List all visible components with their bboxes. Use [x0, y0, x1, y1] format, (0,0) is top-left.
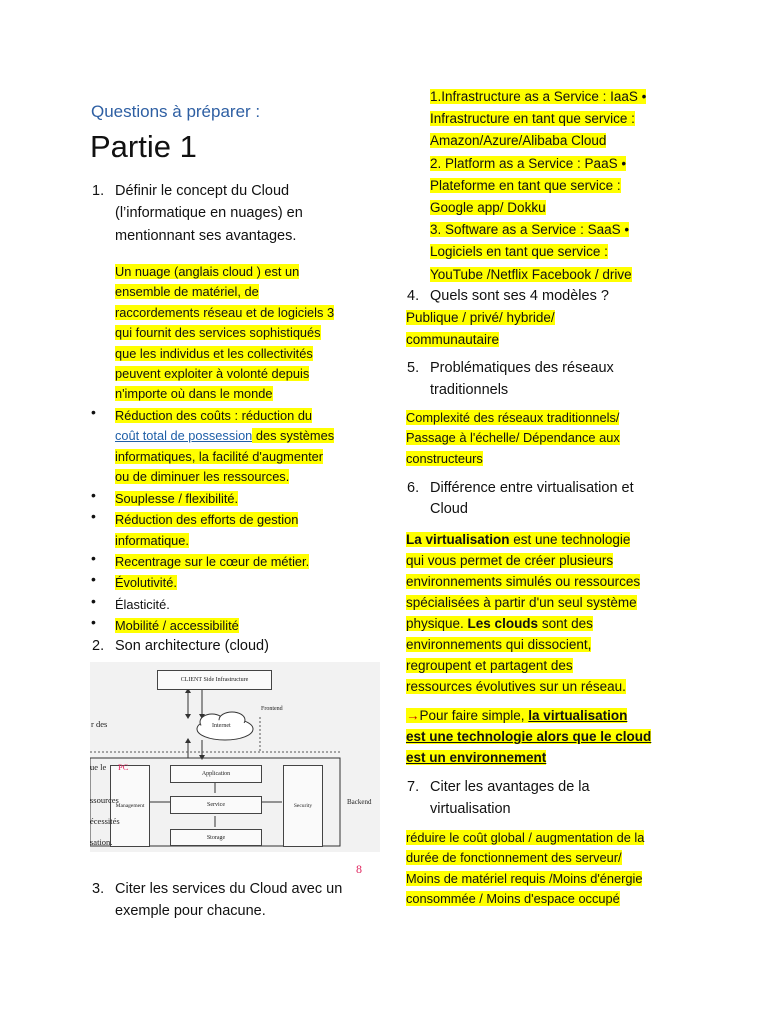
bullet-item — [115, 531, 189, 551]
background-text: sation. — [90, 837, 113, 847]
client-infrastructure-box: CLIENT Side Infrastructure — [157, 670, 272, 690]
background-text: ssources — [90, 795, 119, 805]
services-line: Plateforme en tant que service : — [430, 177, 621, 193]
bullet-text: Réduction des coûts : réduction du — [115, 408, 313, 423]
bullet-text: informatiques, la facilité d'augmenter — [115, 448, 324, 464]
bullet-item — [115, 595, 170, 615]
question-line: traditionnels — [430, 382, 509, 398]
definition-line: peuvent exploiter à volonté depuis — [115, 366, 310, 382]
question-line: Problématiques des réseaux — [430, 360, 614, 376]
question-number: 5. — [407, 360, 420, 376]
bullet-dot: • — [91, 614, 96, 630]
question-number: 1. — [92, 183, 105, 199]
cloud-definition — [115, 262, 334, 405]
answer-line: durée de fonctionnement des serveur/ — [406, 850, 622, 866]
bullet-text: des systèmes — [252, 428, 335, 444]
bullet-text: Réduction des efforts de gestion — [115, 512, 299, 527]
virtualisation-vs-cloud-answer — [406, 529, 640, 697]
security-label: Security — [293, 803, 313, 809]
answer-line: regroupent et partagent des — [406, 658, 573, 673]
answer-line: Moins de matériel requis /Moins d'énergie — [406, 870, 643, 886]
question-number: 7. — [407, 779, 420, 795]
backend-label: Backend — [347, 798, 372, 806]
service-box: Service — [170, 796, 262, 814]
question-line: (l’informatique en nuages) en — [115, 205, 303, 221]
answer-line: constructeurs — [406, 450, 483, 466]
question-line: mentionnant ses avantages. — [115, 228, 297, 244]
summary-text: Pour faire simple, — [419, 708, 529, 723]
services-line: 3. Software as a Service : SaaS • — [430, 222, 630, 238]
answer-line: ressources évolutives sur un réseau. — [406, 679, 626, 694]
background-text: ue le — [90, 762, 107, 772]
services-line: Logiciels en tant que service : — [430, 244, 608, 260]
virtualisation-advantages-answer — [406, 828, 644, 910]
question-line: exemple pour chacune. — [115, 903, 266, 919]
answer-line: spécialisées à partir d'un seul système — [406, 595, 637, 610]
bullet-text: Recentrage sur le cœur de métier. — [115, 554, 310, 569]
services-line: Google app/ Dokku — [430, 200, 546, 216]
bold-term: Les clouds — [467, 616, 539, 631]
question-number: 3. — [92, 881, 105, 897]
question-number: 2. — [92, 638, 105, 654]
question-line: Cloud — [430, 501, 468, 517]
frontend-label: Frontend — [261, 706, 283, 712]
traditional-networks-answer — [406, 408, 620, 469]
bullet-text: Élasticité. — [115, 597, 170, 612]
answer-line: environnements simulés ou ressources — [406, 574, 641, 589]
section-subtitle: Questions à préparer : — [91, 102, 261, 121]
bullet-item — [115, 552, 309, 572]
management-label: Management — [115, 803, 145, 809]
management-box — [110, 765, 150, 847]
background-text: r des — [91, 719, 108, 729]
answer-line: réduire le coût global / augmentation de la — [406, 830, 645, 845]
definition-line: ensemble de matériel, de — [115, 284, 259, 300]
question-number: 6. — [407, 480, 420, 496]
question-line: Son architecture (cloud) — [115, 638, 269, 654]
services-line: Amazon/Azure/Alibaba Cloud — [430, 133, 607, 149]
summary-bold: est un environnement — [406, 750, 547, 765]
bullet-text: Évolutivité. — [115, 575, 177, 590]
summary-bold: est une technologie alors que le cloud — [406, 729, 652, 744]
answer-line: Publique / privé/ hybride/ — [406, 310, 555, 325]
bullet-item — [115, 573, 177, 593]
diagram-page-number: 8 — [356, 862, 362, 876]
bullet-dot: • — [91, 593, 96, 609]
answer-text: est une technologie — [509, 532, 631, 547]
models-answer — [406, 307, 555, 351]
background-text-red: PC — [118, 762, 129, 772]
bullet-text: Souplesse / flexibilité. — [115, 491, 239, 506]
summary-statement — [406, 705, 651, 768]
storage-box: Storage — [170, 829, 262, 846]
application-box: Application — [170, 765, 262, 783]
answer-line: qui vous permet de créer plusieurs — [406, 553, 614, 568]
services-line: 2. Platform as a Service : PaaS • — [430, 155, 627, 171]
security-box — [283, 765, 323, 847]
bullet-item — [115, 616, 239, 636]
question-line: Différence entre virtualisation et — [430, 480, 634, 496]
answer-line: environnements qui dissocient, — [406, 637, 592, 652]
bullet-text: Mobilité / accessibilité — [115, 618, 239, 633]
question-number: 4. — [407, 288, 420, 304]
background-text: écessités — [90, 816, 120, 826]
cloud-services-answer — [430, 86, 646, 286]
bullet-text: informatique. — [115, 533, 189, 548]
question-line: Citer les avantages de la — [430, 779, 590, 795]
services-line: Infrastructure en tant que service : — [430, 111, 635, 127]
answer-line: consommée / Moins d'espace occupé — [406, 891, 620, 907]
definition-line: n'importe où dans le monde — [115, 386, 273, 402]
bold-term: La virtualisation — [406, 532, 510, 547]
definition-line: qui fournit des services sophistiqués — [115, 325, 321, 341]
answer-line: communautaire — [406, 332, 500, 347]
answer-text: physique. — [406, 616, 468, 631]
services-line: 1.Infrastructure as a Service : IaaS • — [430, 89, 647, 104]
answer-text: sont des — [538, 616, 593, 631]
question-line: virtualisation — [430, 801, 511, 817]
bullet-item — [115, 489, 238, 509]
answer-line: Complexité des réseaux traditionnels/ — [406, 410, 620, 425]
bullet-dot: • — [91, 571, 96, 587]
services-line: YouTube /Netflix Facebook / drive — [430, 266, 632, 282]
bullet-dot: • — [91, 550, 96, 566]
page-title: Partie 1 — [90, 129, 197, 164]
definition-line: raccordements réseau et de logiciels 3 — [115, 304, 335, 320]
cloud-architecture-diagram — [90, 662, 380, 852]
bullet-dot: • — [91, 487, 96, 503]
bullet-text: ou de diminuer les ressources. — [115, 469, 290, 485]
answer-line: Passage à l'échelle/ Dépendance aux — [406, 430, 620, 446]
bullet-item — [115, 510, 298, 530]
definition-line: que les individus et les collectivités — [115, 345, 313, 361]
definition-line: Un nuage (anglais cloud ) est un — [115, 264, 300, 279]
question-line: Quels sont ses 4 modèles ? — [430, 288, 609, 304]
arrow-icon: → — [406, 708, 420, 723]
internet-label: Internet — [212, 723, 231, 729]
question-line: Citer les services du Cloud avec un — [115, 881, 343, 897]
bullet-dot: • — [91, 404, 96, 420]
question-line: Définir le concept du Cloud — [115, 183, 290, 199]
summary-bold: la virtualisation — [528, 708, 628, 723]
bullet-dot: • — [91, 508, 96, 524]
cost-link[interactable]: coût total de possession — [115, 428, 253, 444]
